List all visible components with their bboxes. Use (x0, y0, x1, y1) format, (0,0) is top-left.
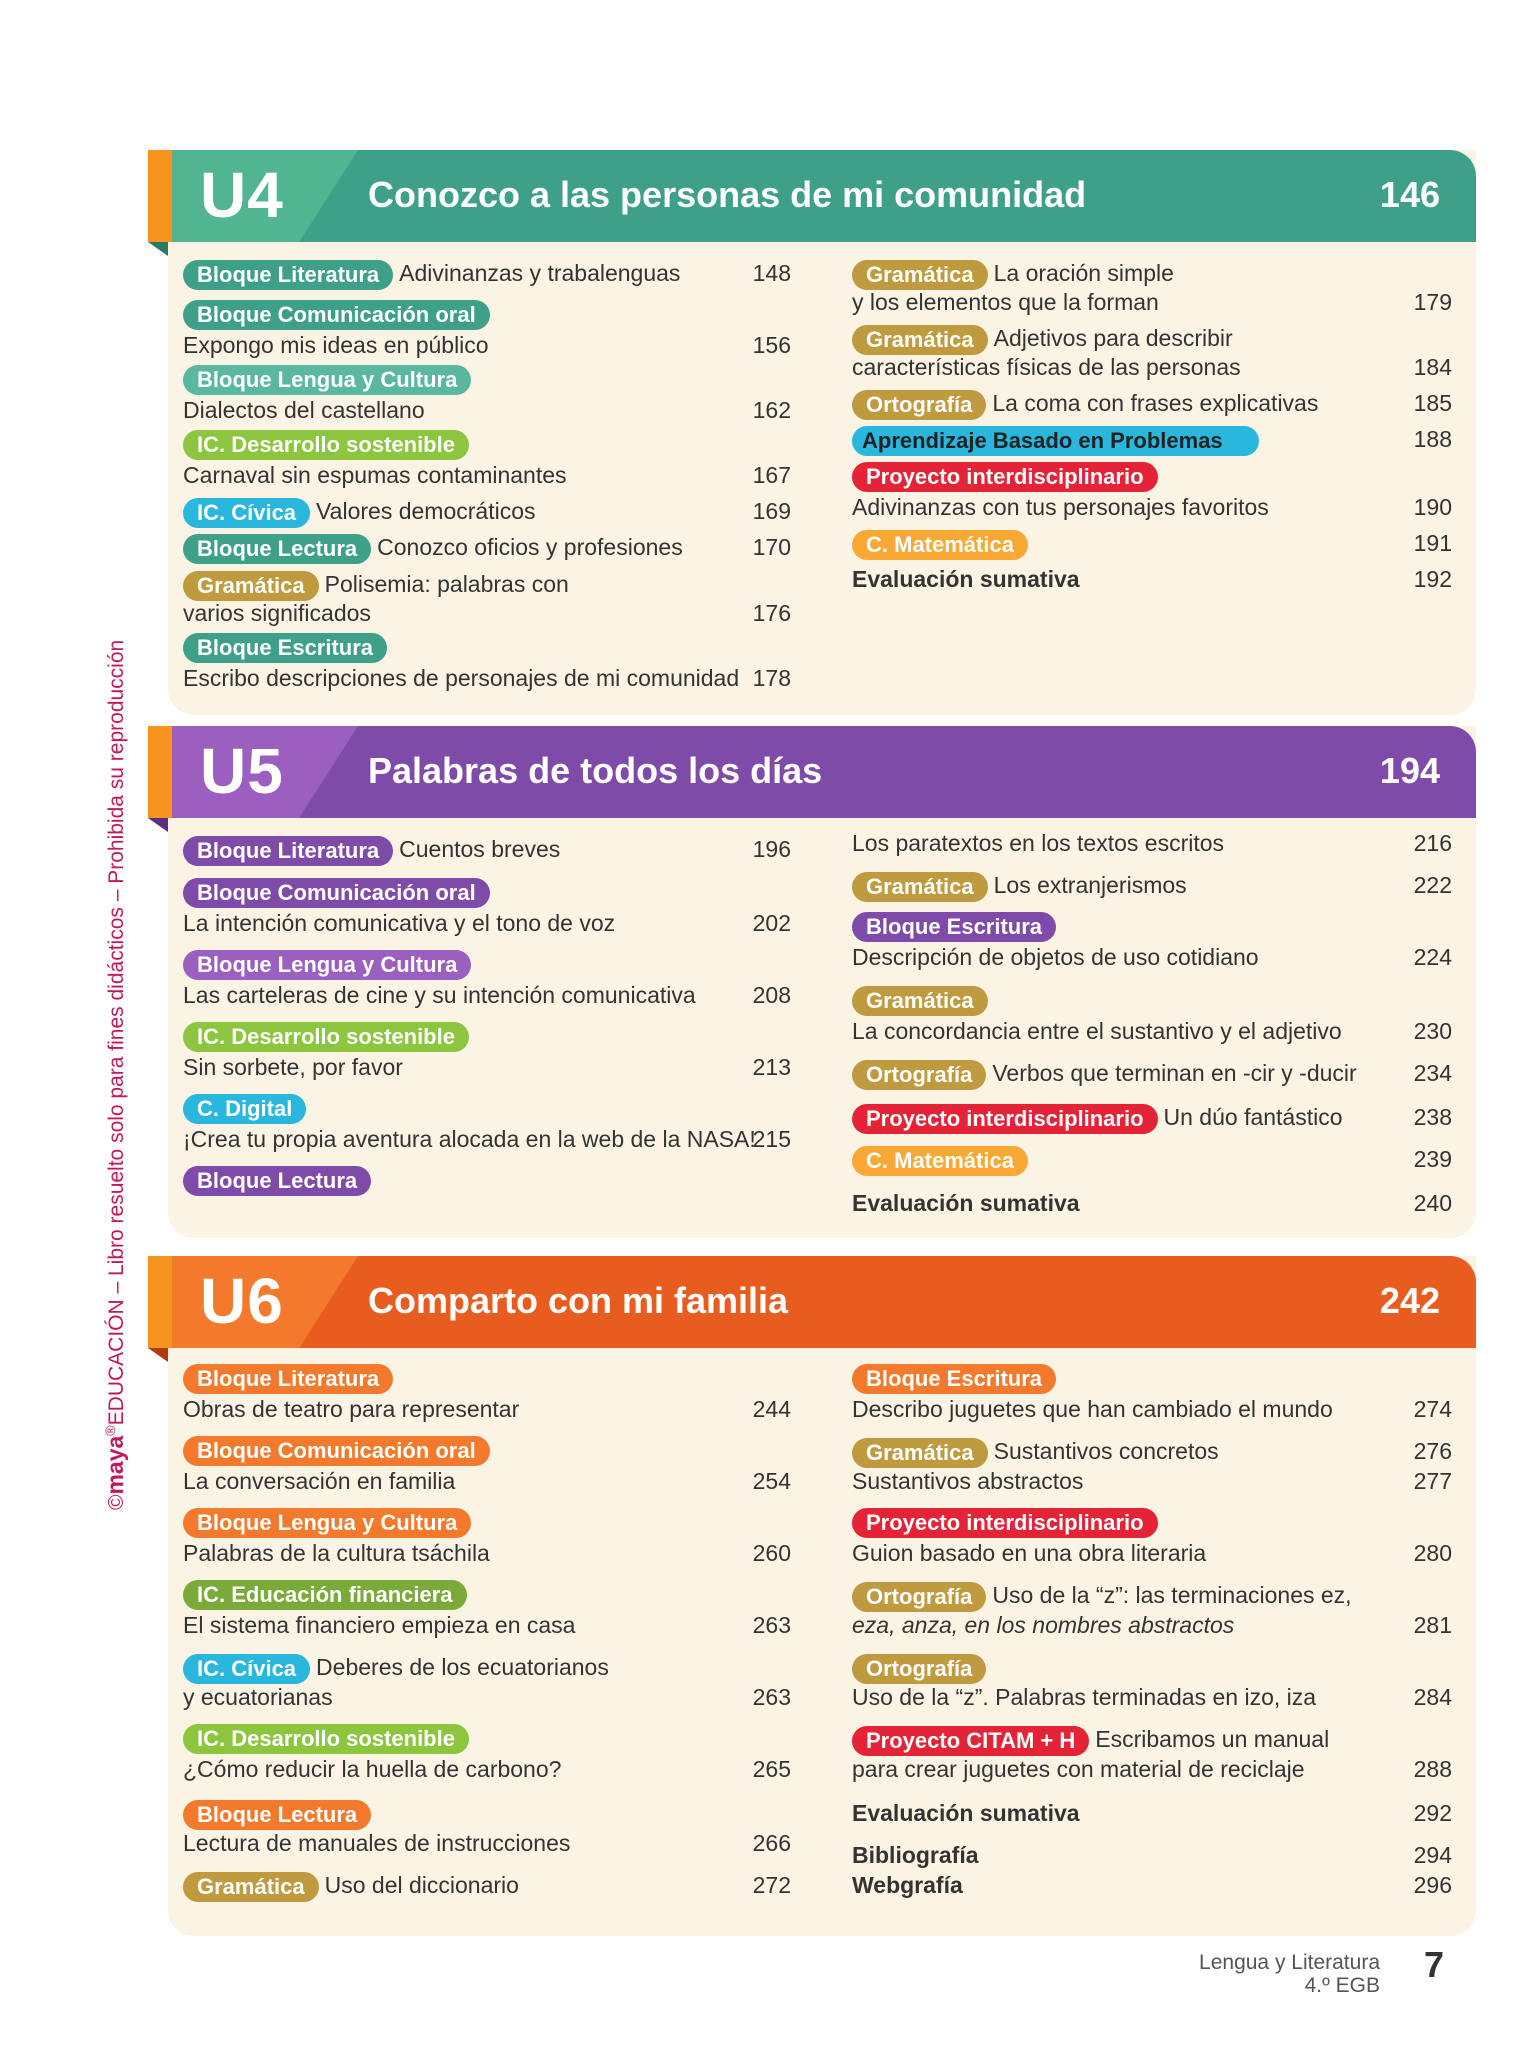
unit-6-section (148, 1256, 1476, 1936)
tag-proyecto-citam-h[interactable]: Proyecto CITAM + H (852, 1726, 1089, 1756)
entry-page: 230 (1413, 1018, 1452, 1044)
entry-title: Un dúo fantástico (1163, 1104, 1343, 1130)
entry-page: 254 (752, 1468, 791, 1494)
evaluacion-sumativa: Evaluación sumativa (852, 1190, 1080, 1216)
unit-page: 146 (1379, 174, 1440, 215)
tag-bloque-literatura[interactable]: Bloque Literatura (183, 260, 393, 290)
entry-title: Escribo descripciones de personajes de mi comunidad (183, 665, 740, 691)
entry-page: 244 (752, 1396, 791, 1422)
entry-page: 170 (752, 534, 791, 560)
entry-page: 240 (1413, 1190, 1452, 1216)
entry-page: 280 (1413, 1540, 1452, 1566)
entry-page: 196 (752, 836, 791, 862)
tag-bloque-lengua-cultura[interactable]: Bloque Lengua y Cultura (183, 365, 471, 395)
unit-4-section (148, 150, 1476, 715)
evaluacion-sumativa: Evaluación sumativa (852, 566, 1080, 592)
tag-ic-desarrollo-sostenible[interactable]: IC. Desarrollo sostenible (183, 430, 469, 460)
entry-title: Conozco oficios y profesiones (377, 534, 683, 560)
entry-page: 260 (752, 1540, 791, 1566)
tag-ic-civica[interactable]: IC. Cívica (183, 498, 310, 528)
unit-code: U4 (200, 159, 284, 231)
entry-page: 281 (1413, 1612, 1452, 1638)
tag-bloque-literatura[interactable]: Bloque Literatura (183, 1364, 393, 1394)
tag-bloque-lectura[interactable]: Bloque Lectura (183, 1800, 371, 1830)
tag-bloque-lectura[interactable]: Bloque Lectura (183, 1166, 371, 1196)
entry-title: Escribamos un manual (1095, 1726, 1330, 1752)
entry-title: Adivinanzas con tus personajes favoritos (852, 494, 1269, 520)
tag-bloque-lectura[interactable]: Bloque Lectura (183, 534, 371, 564)
entry-title: El sistema financiero empieza en casa (183, 1612, 576, 1638)
entry-page: 263 (752, 1684, 791, 1710)
entry-title: Guion basado en una obra literaria (852, 1540, 1207, 1566)
entry-page: 222 (1413, 872, 1452, 898)
tag-aprendizaje-basado-problemas[interactable]: Aprendizaje Basado en Problemas (852, 426, 1259, 456)
tag-ic-desarrollo-sostenible[interactable]: IC. Desarrollo sostenible (183, 1022, 469, 1052)
tag-gramatica[interactable]: Gramática (852, 1438, 988, 1468)
entry-title: Las carteleras de cine y su intención comunicativa (183, 982, 696, 1008)
webgrafia: Webgrafía (852, 1872, 963, 1898)
tag-ic-civica[interactable]: IC. Cívica (183, 1654, 310, 1684)
entry-page: 179 (1413, 289, 1452, 315)
unit-header (148, 726, 1476, 818)
entry-title: Descripción de objetos de uso cotidiano (852, 944, 1259, 970)
tag-bloque-comunicacion-oral[interactable]: Bloque Comunicación oral (183, 1436, 490, 1466)
tag-bloque-escritura[interactable]: Bloque Escritura (852, 1364, 1056, 1394)
entry-page: 191 (1413, 530, 1452, 556)
entry-page: 178 (752, 665, 791, 691)
entry-title: características físicas de las personas (852, 354, 1241, 380)
entry-title: y los elementos que la forman (852, 289, 1159, 315)
entry-page: 216 (1413, 830, 1452, 856)
footer-subject (1199, 1951, 1380, 1997)
entry-page: 288 (1413, 1756, 1452, 1782)
entry-page: 162 (752, 397, 791, 423)
entry-title: para crear juguetes con material de reciclaje (852, 1756, 1305, 1782)
subject-name: Lengua y Literatura (1199, 1951, 1380, 1974)
tag-bloque-comunicacion-oral[interactable]: Bloque Comunicación oral (183, 878, 490, 908)
entry-title: ¿Cómo reducir la huella de carbono? (183, 1756, 562, 1782)
tag-gramatica[interactable]: Gramática (183, 1872, 319, 1902)
tag-proyecto-interdisciplinario[interactable]: Proyecto interdisciplinario (852, 1104, 1158, 1134)
entry-title: Lectura de manuales de instrucciones (183, 1830, 571, 1856)
entry-page: 238 (1413, 1104, 1452, 1130)
tag-gramatica[interactable]: Gramática (852, 872, 988, 902)
unit-title: Palabras de todos los días (368, 750, 823, 791)
entry-page: 190 (1413, 494, 1452, 520)
entry-page: 239 (1413, 1146, 1452, 1172)
entry-page: 169 (752, 498, 791, 524)
tag-gramatica[interactable]: Gramática (183, 571, 319, 601)
entry-page: 265 (752, 1756, 791, 1782)
unit-header (148, 1256, 1476, 1348)
entry-title: Expongo mis ideas en público (183, 332, 489, 358)
entry-page: 184 (1413, 354, 1452, 380)
entry-title: Verbos que terminan en -cir y -ducir (992, 1060, 1357, 1086)
entry-title: y ecuatorianas (183, 1684, 333, 1710)
entry-page: 274 (1413, 1396, 1452, 1422)
unit-code: U6 (200, 1265, 284, 1337)
copyright-symbol: © (105, 1494, 128, 1510)
entry-page: 224 (1413, 944, 1452, 970)
unit-title: Conozco a las personas de mi comunidad (368, 174, 1087, 215)
entry-title: eza, anza, en los nombres abstractos (852, 1612, 1235, 1638)
tag-proyecto-interdisciplinario[interactable]: Proyecto interdisciplinario (852, 1508, 1158, 1538)
page-number: 7 (1423, 1944, 1444, 1985)
entry-page: 272 (752, 1872, 791, 1898)
entry-title: Los paratextos en los textos escritos (852, 830, 1225, 856)
tag-bloque-escritura[interactable]: Bloque Escritura (852, 912, 1056, 942)
tag-bloque-literatura[interactable]: Bloque Literatura (183, 836, 393, 866)
tag-gramatica[interactable]: Gramática (852, 325, 988, 355)
tag-ic-educacion-financiera[interactable]: IC. Educación financiera (183, 1580, 467, 1610)
entry-title: ¡Crea tu propia aventura alocada en la web de la NASA! (183, 1126, 756, 1152)
entry-page: 188 (1413, 426, 1452, 452)
entry-page: 167 (752, 462, 791, 488)
entry-page: 192 (1413, 566, 1452, 592)
entry-title: Los extranjerismos (993, 872, 1187, 898)
entry-page: 277 (1413, 1468, 1452, 1494)
entry-title: Describo juguetes que han cambiado el mundo (852, 1396, 1333, 1422)
registered-symbol: ® (102, 1425, 118, 1436)
bibliografia: Bibliografía (852, 1842, 979, 1868)
unit-page: 242 (1379, 1280, 1440, 1321)
entry-title: La conversación en familia (183, 1468, 456, 1494)
entry-title: Cuentos breves (399, 836, 561, 862)
entry-title: Adivinanzas y trabalenguas (399, 260, 681, 286)
tag-ortografia[interactable]: Ortografía (852, 390, 986, 420)
entry-title: Uso del diccionario (324, 1872, 519, 1898)
tag-bloque-lengua-cultura[interactable]: Bloque Lengua y Cultura (183, 950, 471, 980)
tag-c-matematica[interactable]: C. Matemática (852, 1146, 1028, 1176)
entry-title: Valores democráticos (316, 498, 536, 524)
tag-ortografia[interactable]: Ortografía (852, 1654, 986, 1684)
tag-gramatica[interactable]: Gramática (852, 260, 988, 290)
unit-5-section (148, 726, 1476, 1238)
entry-page: 213 (752, 1054, 791, 1080)
tag-c-digital[interactable]: C. Digital (183, 1094, 306, 1124)
entry-page: 215 (752, 1126, 791, 1152)
tag-bloque-comunicacion-oral[interactable]: Bloque Comunicación oral (183, 300, 490, 330)
entry-title: La oración simple (993, 260, 1174, 286)
entry-title: Obras de teatro para representar (183, 1396, 520, 1422)
entry-title: Sustantivos concretos (993, 1438, 1219, 1464)
entry-title: Polisemia: palabras con (324, 571, 569, 597)
tag-bloque-lengua-cultura[interactable]: Bloque Lengua y Cultura (183, 1508, 471, 1538)
entry-page: 234 (1413, 1060, 1452, 1086)
entry-page: 185 (1413, 390, 1452, 416)
tag-ortografia[interactable]: Ortografía (852, 1060, 986, 1090)
tag-proyecto-interdisciplinario[interactable]: Proyecto interdisciplinario (852, 462, 1158, 492)
tag-ortografia[interactable]: Ortografía (852, 1582, 986, 1612)
entry-page: 176 (752, 600, 791, 626)
unit-header (148, 150, 1476, 242)
unit-code: U5 (200, 735, 284, 807)
entry-page: 266 (752, 1830, 791, 1856)
tag-gramatica[interactable]: Gramática (852, 986, 988, 1016)
entry-title: Deberes de los ecuatorianos (316, 1654, 609, 1680)
unit-page: 194 (1379, 750, 1440, 791)
evaluacion-sumativa: Evaluación sumativa (852, 1800, 1080, 1826)
tag-c-matematica[interactable]: C. Matemática (852, 530, 1028, 560)
entry-title: La intención comunicativa y el tono de voz (183, 910, 616, 936)
entry-title: Sin sorbete, por favor (183, 1054, 403, 1080)
entry-title: Dialectos del castellano (183, 397, 425, 423)
entry-page: 263 (752, 1612, 791, 1638)
entry-page: 156 (752, 332, 791, 358)
entry-page: 296 (1413, 1872, 1452, 1898)
tag-ic-desarrollo-sostenible[interactable]: IC. Desarrollo sostenible (183, 1724, 469, 1754)
entry-page: 208 (752, 982, 791, 1008)
tag-bloque-escritura[interactable]: Bloque Escritura (183, 633, 387, 663)
entry-page: 202 (752, 910, 791, 936)
entry-page: 294 (1413, 1842, 1452, 1868)
entry-title: Adjetivos para describir (993, 325, 1233, 351)
entry-title: Palabras de la cultura tsáchila (183, 1540, 490, 1566)
copyright-vertical-note (102, 610, 129, 1510)
entry-title: La concordancia entre el sustantivo y el adjetivo (852, 1018, 1342, 1044)
entry-title: Carnaval sin espumas contaminantes (183, 462, 567, 488)
entry-page: 148 (752, 260, 791, 286)
entry-page: 292 (1413, 1800, 1452, 1826)
unit-title: Comparto con mi familia (368, 1280, 789, 1321)
entry-title: Uso de la “z”: las terminaciones ez, (992, 1582, 1352, 1608)
entry-title: La coma con frases explicativas (992, 390, 1319, 416)
entry-title: varios significados (183, 600, 371, 626)
entry-title: Sustantivos abstractos (852, 1468, 1084, 1494)
brand-name: maya (102, 1435, 128, 1495)
entry-page: 284 (1413, 1684, 1452, 1710)
entry-page: 276 (1413, 1438, 1452, 1464)
copyright-text: EDUCACIÓN – Libro resuelto solo para fines didácticos – Prohibida su reproducción (105, 639, 128, 1426)
grade-label: 4.º EGB (1304, 1974, 1380, 1997)
entry-title: Uso de la “z”. Palabras terminadas en izo, iza (852, 1684, 1317, 1710)
